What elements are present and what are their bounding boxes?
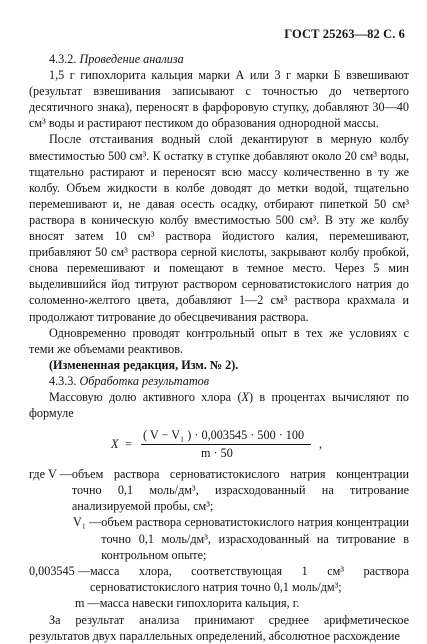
section-number: 4.3.3. bbox=[49, 373, 80, 388]
section-4-3-2-heading bbox=[29, 51, 409, 67]
formula-equals: = bbox=[125, 437, 132, 452]
definition-row bbox=[29, 563, 409, 595]
paragraph-result: За результат анализа принимают среднее арифметическое результатов двух параллельных определений, абсолютное расхождение bbox=[29, 613, 409, 644]
definition-text: объем раствора серноватистокислого натрия концентрации точно 0,1 моль/дм³, израсходованный на титрование в контрольном опыте; bbox=[101, 515, 409, 562]
definition-text: масса хлора, соответствующая 1 см³ раствора серноватистокислого натрия точно 0,1 моль/дм³; bbox=[89, 563, 409, 594]
definition-label: m — bbox=[75, 595, 100, 610]
formula-trailing-comma: , bbox=[319, 437, 323, 452]
definition-label: 0,003545 — bbox=[29, 563, 90, 578]
definition-row bbox=[29, 466, 409, 514]
definition-text: масса навески гипохлорита кальция, г. bbox=[99, 595, 300, 610]
document-body bbox=[29, 51, 409, 644]
formula-denominator: m · 50 bbox=[201, 446, 233, 461]
definition-label: где V — bbox=[29, 467, 72, 482]
definitions-list bbox=[29, 466, 409, 611]
formula-numerator: ( V − V₁ ) · 0,003545 · 500 · 100 bbox=[143, 428, 305, 443]
variable-x: X bbox=[241, 389, 249, 404]
paragraph-procedure: После отстаивания водный слой декантируют в мерную колбу вместимостью 500 см³. К остатку в ступке добавляют около 20 см³ воды, тщательно растирают и переносят всю массу количественно в ту же колбу. Объем жидкости в колбе доводят до метки водой, тщательно перемешивают и, не давая осесть осадку, отбирают пипеткой 50 см³ раствора в коническую колбу вместимостью 500 см³. В эту же колбу вносят затем 10 см³ раствора йодистого калия, перемешивают, прибавляют 50 см³ раствора серной кислоты, закрывают колбу пробкой, снова перемешивают и помещают в темное место. Через 5 мин выделившийся йод титруют раствором серноватистокислого натрия до соломенно-желтого цвета, добавляют 1—2 см³ раствора крахмала и продолжают титрование до обесцвечивания раствора. bbox=[29, 132, 409, 324]
section-4-3-3-heading bbox=[29, 373, 409, 389]
section-number: 4.3.2. bbox=[49, 52, 80, 66]
page-header: ГОСТ 25263—82 С. 6 bbox=[284, 27, 405, 41]
section-title: Проведение анализа bbox=[79, 52, 184, 66]
paragraph-weighing: 1,5 г гипохлорита кальция марки А или 3 г марки Б взвешивают (результат взвешивания записывают с точностью до четвертого десятичного знака), переносят в фарфоровую ступку, добавляют 30—40 см³ воды и растирают пестиком до образования однородной массы. bbox=[29, 68, 409, 131]
amendment-note: (Измененная редакция, Изм. № 2). bbox=[49, 357, 239, 372]
paragraph-formula-intro: Массовую долю активного хлора (X) в процентах вычисляют по формуле bbox=[29, 389, 409, 421]
definition-label: V₁ — bbox=[73, 515, 102, 530]
paragraph-control-test: Одновременно проводят контрольный опыт в тех же условиях с теми же объемами реактивов. bbox=[29, 325, 409, 356]
definition-text: объем раствора серноватистокислого натрия концентрации точно 0,1 моль/дм³, израсходованный на титрование анализируемой пробы, см³; bbox=[71, 467, 409, 514]
section-title: Обработка результатов bbox=[79, 373, 210, 388]
definition-row bbox=[29, 514, 409, 562]
definition-row bbox=[29, 595, 409, 611]
formula bbox=[29, 424, 409, 464]
formula-lhs: X bbox=[111, 437, 119, 452]
